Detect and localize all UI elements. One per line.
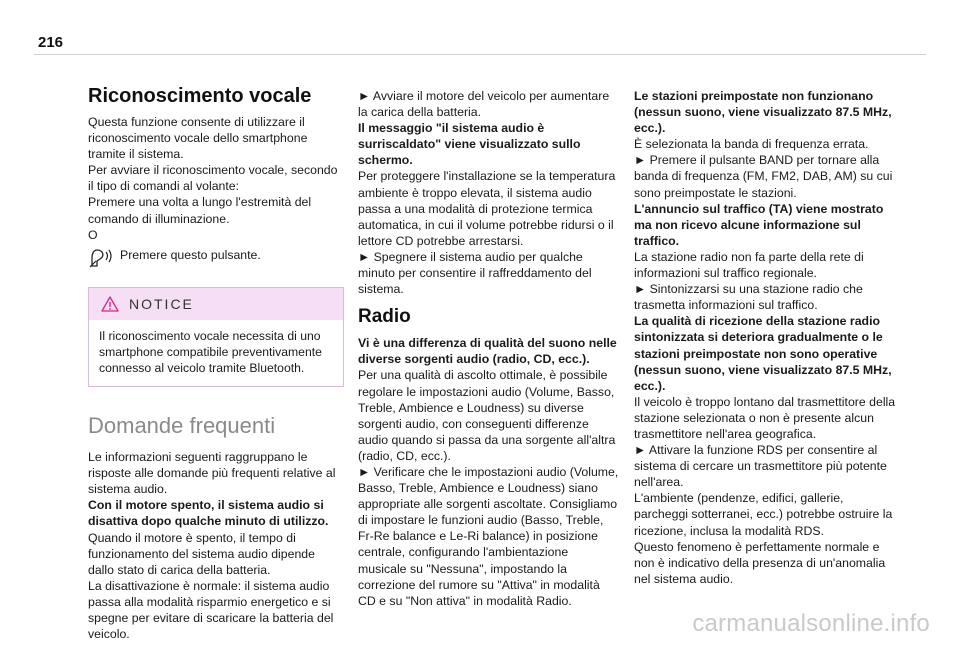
faq-answer-1-1: Quando il motore è spento, il tempo di funzionamento del sistema audio dipende dallo stato di carica della batteria.: [88, 530, 315, 577]
faq-question-1: Con il motore spento, il sistema audio si disattiva dopo qualche minuto di utilizzo.: [88, 498, 329, 529]
notice-text: Il riconoscimento vocale necessita di uno smartphone compatibile preventivamente connesso al veicolo tramite Bluetooth.: [99, 328, 322, 375]
faq-answer-3-1: Per una qualità di ascolto ottimale, è possibile regolare le impostazioni audio (Volume, Basso, Treble, Ambience e Loudness) su diverse sorgenti audio, con conseguenti differenze audio quando si passa da una sorgente all'altra (radio, CD, ecc.).: [358, 368, 616, 463]
voice-intro: Questa funzione consente di utilizzare il riconoscimento vocale dello smartphone tramite il sistema.: [88, 115, 308, 162]
faq-answer-6-2: ► Attivare la funzione RDS per consentire al sistema di cercare un trasmettitore più potente nell'area.: [634, 443, 887, 490]
faq-answer-6-4: Questo fenomeno è perfettamente normale e non è indicativo della presenza di un'anomalia nel sistema audio.: [634, 539, 886, 586]
voice-activate: Per avviare il riconoscimento vocale, secondo il tipo di comandi al volante:: [88, 163, 338, 194]
faq-answer-2-2: ► Spegnere il sistema audio per qualche minuto per consentire il raffreddamento del sistema.: [358, 249, 592, 297]
watermark: carmanualsonline.info: [692, 610, 930, 637]
voice-command-icon: [88, 247, 116, 269]
notice-header: [89, 288, 343, 320]
voice-or: O: [88, 227, 98, 242]
faq-question-6: La qualità di ricezione della stazione radio sintonizzata si deteriora gradualmente o le stazioni preimpostate non sono operative (nessun suono, viene visualizzato 87.5 MHz, ecc.).: [634, 314, 892, 393]
faq-question-4: Le stazioni preimpostate non funzionano (nessun suono, viene visualizzato 87.5 MHz, ecc.).: [634, 89, 892, 136]
faq-answer-5-1: La stazione radio non fa parte della rete di informazioni sul traffico regionale.: [634, 249, 864, 281]
section-title-voice: Riconoscimento vocale: [88, 85, 312, 107]
header-divider: [34, 54, 926, 55]
column-2: [358, 88, 620, 609]
column-3: [634, 88, 896, 587]
notice-box: [88, 287, 344, 387]
faq-intro: Le informazioni seguenti raggruppano le risposte alle domande più frequenti relative al sistema audio.: [88, 450, 336, 497]
faq-question-3: Vi è una differenza di qualità del suono nelle diverse sorgenti audio (radio, CD, ecc.).: [358, 336, 617, 367]
faq-answer-6-1: Il veicolo è troppo lontano dal trasmettitore della stazione selezionata o non è presente alcun trasmettitore nell'area geografica.: [634, 394, 896, 441]
faq-question-5: L'annuncio sul traffico (TA) viene mostrato ma non ricevo alcune informazione sul traffico.: [634, 201, 884, 248]
faq-question-2: Il messaggio "il sistema audio è surriscaldato" viene visualizzato sullo schermo.: [358, 121, 581, 168]
warning-triangle-icon: [101, 296, 119, 312]
faq-answer-6-3: L'ambiente (pendenze, edifici, gallerie, parcheggi sotterranei, ecc.) potrebbe ostruire la ricezione, inclusa la modalità RDS.: [634, 491, 893, 538]
faq-answer-1-3: ► Avviare il motore del veicolo per aumentare la carica della batteria.: [358, 89, 610, 120]
notice-title: NOTICE: [129, 295, 194, 312]
faq-answer-1-2: La disattivazione è normale: il sistema audio passa alla modalità risparmio energetico e si spegne per evitare di scaricare la batteria del veicolo.: [88, 578, 334, 642]
voice-button-row: [88, 247, 344, 269]
section-title-radio: Radio: [358, 306, 411, 328]
faq-answer-2-1: Per proteggere l'installazione se la temperatura ambiente è troppo elevata, il sistema audio passa a una modalità di protezione termica automatica, in cui il volume potrebbe ridursi o il lettore CD potrebbe arrestarsi.: [358, 169, 616, 248]
section-title-faq: Domande frequenti: [88, 413, 276, 439]
voice-press-long: Premere una volta a lungo l'estremità del comando di illuminazione.: [88, 195, 312, 226]
page-number: 216: [38, 34, 64, 51]
voice-press-button: Premere questo pulsante.: [120, 247, 261, 262]
column-1: [88, 80, 344, 642]
faq-answer-5-2: ► Sintonizzarsi su una stazione radio che trasmetta informazioni sul traffico.: [634, 282, 863, 313]
faq-answer-4-2: ► Premere il pulsante BAND per tornare alla banda di frequenza (FM, FM2, DAB, AM) su cui sono preimpostate le stazioni.: [634, 153, 893, 200]
faq-answer-4-1: È selezionata la banda di frequenza errata.: [634, 137, 869, 152]
faq-answer-3-2: ► Verificare che le impostazioni audio (Volume, Basso, Treble, Ambience e Loudness) siano appropriate alle sorgenti ascoltate. Consigliamo di impostare le funzioni audio (Basso, Treble, Fr-Re balance e Le-Ri balance) in posizione centrale, configurando l'ambientazione musicale su "Nessuna", impostando la correzione del rumore su "Attiva" in modalità CD e su "Non attiva" in modalità Radio.: [358, 464, 619, 608]
